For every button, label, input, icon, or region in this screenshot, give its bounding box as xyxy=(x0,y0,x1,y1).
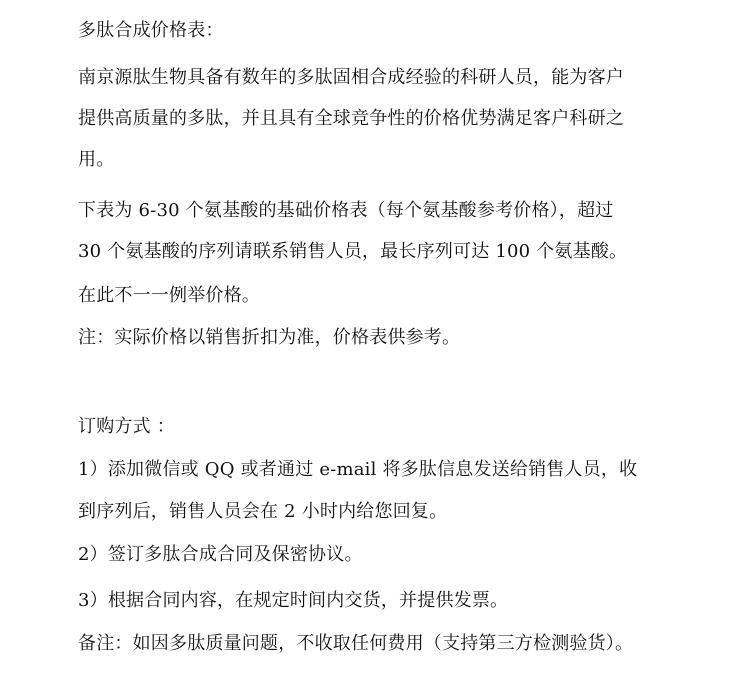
remark-text: 备注：如因多肽质量问题，不收取任何费用（支持第三方检测验货）。 xyxy=(78,633,634,654)
ordering-step-3: 3）根据合同内容，在规定时间内交货，并提供发票。 xyxy=(78,590,509,611)
ordering-heading: 订购方式 ： xyxy=(78,416,175,437)
pricing-line-3: 在此不一一例举价格。 xyxy=(78,285,260,306)
pricing-line-2: 30 个氨基酸的序列请联系销售人员，最长序列可达 100 个氨基酸。 xyxy=(78,241,628,262)
intro-line-2: 提供高质量的多肽，并且具有全球竞争性的价格优势满足客户科研之 xyxy=(78,108,624,129)
ordering-step-1-line-2: 到序列后，销售人员会在 2 小时内给您回复。 xyxy=(78,501,448,522)
pricing-line-1: 下表为 6-30 个氨基酸的基础价格表（每个氨基酸参考价格），超过 xyxy=(78,200,614,221)
ordering-step-1-line-1: 1）添加微信或 QQ 或者通过 e-mail 将多肽信息发送给销售人员，收 xyxy=(78,459,638,480)
ordering-step-2: 2）签订多肽合成合同及保密协议。 xyxy=(78,544,363,565)
intro-line-3: 用。 xyxy=(78,149,115,170)
intro-line-1: 南京源肽生物具备有数年的多肽固相合成经验的科研人员，能为客户 xyxy=(78,67,624,88)
price-note: 注：实际价格以销售折扣为准，价格表供参考。 xyxy=(78,327,461,348)
document-heading: 多肽合成价格表： xyxy=(78,20,224,41)
